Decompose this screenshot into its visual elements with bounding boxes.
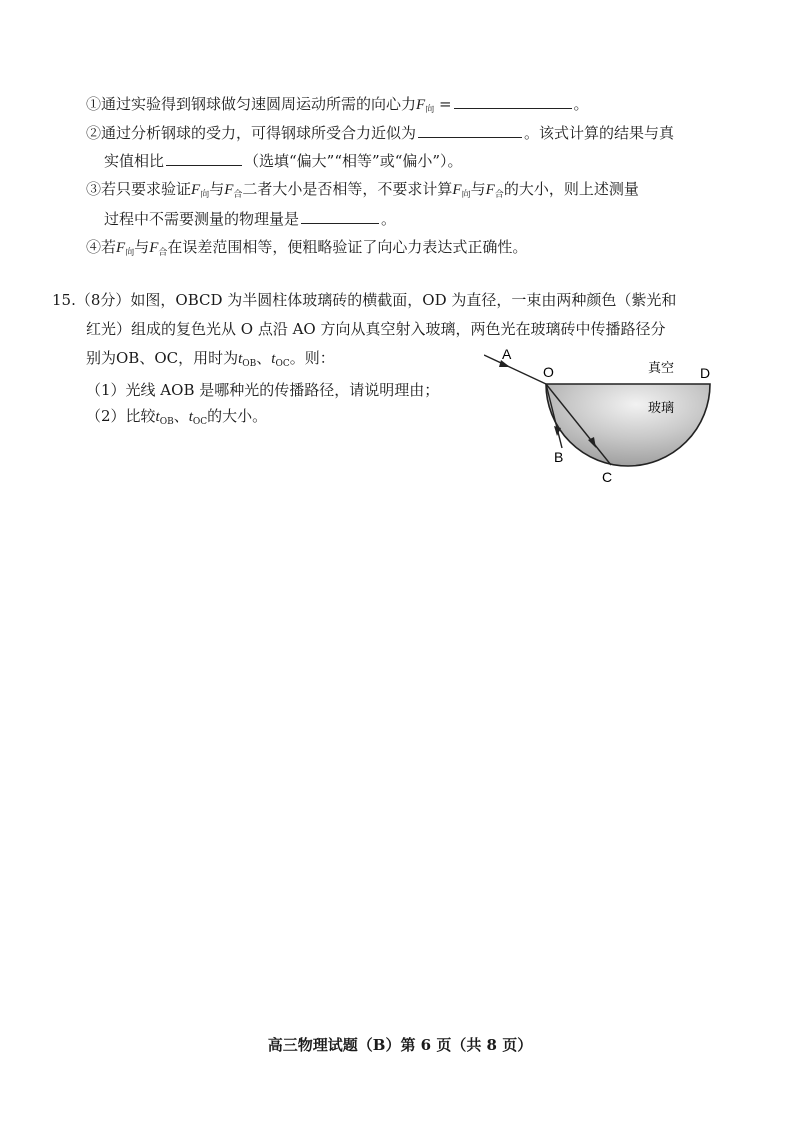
incident-ray <box>484 355 546 384</box>
time-symbol: t <box>271 351 276 367</box>
force-symbol: F <box>191 182 201 198</box>
answer-blank-2[interactable] <box>418 122 522 138</box>
q14-item3-mid2: 的大小，则上述测量 <box>503 180 639 198</box>
q15-line3 <box>86 348 335 374</box>
q14-item3-line2-pre: 过程中不需要测量的物理量是 <box>104 210 300 228</box>
conj: 与 <box>470 180 486 198</box>
answer-blank-4[interactable] <box>301 208 379 224</box>
force-symbol: F <box>485 182 495 198</box>
force-subscript: 向 <box>461 190 471 200</box>
q14-item4 <box>86 237 527 263</box>
label-c: C <box>602 469 613 485</box>
label-o: O <box>543 364 554 380</box>
answer-blank-3[interactable] <box>166 150 242 166</box>
separator: 、 <box>256 349 272 367</box>
q14-item2-line2-post: （选填“偏大”“相等”或“偏小”）。 <box>244 152 463 170</box>
q15-text-line1: （8分）如图，OBCD 为半圆柱体玻璃砖的横截面，OD 为直径，一束由两种颜色（紫光和 <box>75 291 677 309</box>
q14-item3-line2 <box>104 208 396 229</box>
q14-item2-text: ②通过分析钢球的受力，可得钢球所受合力近似为 <box>86 124 417 142</box>
time-subscript: OB <box>159 417 174 427</box>
q14-item2 <box>86 122 674 143</box>
force-symbol: F <box>149 240 159 256</box>
question-number: 15. <box>52 291 76 309</box>
force-subscript: 合 <box>233 190 243 200</box>
period: 。 <box>573 95 589 113</box>
q15-sub2 <box>86 406 267 432</box>
q14-item4-post: 在误差范围相等，便粗略验证了向心力表达式正确性。 <box>167 238 528 256</box>
label-glass: 玻璃 <box>648 401 675 416</box>
q14-item2-line2-pre: 实值相比 <box>104 152 165 170</box>
label-a: A <box>502 346 512 362</box>
force-subscript: 向 <box>125 248 135 258</box>
q14-item1 <box>86 93 589 120</box>
force-subscript: 向 <box>200 190 210 200</box>
equals-sign: = <box>434 95 452 113</box>
glass-brick-diagram <box>484 340 734 490</box>
time-symbol: t <box>188 409 193 425</box>
q14-item2-line2 <box>104 150 463 171</box>
q14-item3 <box>86 179 639 205</box>
q15-sub1 <box>86 380 439 400</box>
force-symbol: F <box>116 240 126 256</box>
q15-line1 <box>52 290 676 310</box>
q14-item3-mid: 二者大小是否相等，不要求计算 <box>242 180 453 198</box>
label-vacuum: 真空 <box>648 361 675 376</box>
glass-semicircle <box>546 384 710 466</box>
separator: 、 <box>173 407 189 425</box>
q15-line2 <box>86 319 666 339</box>
force-subscript: 向 <box>425 105 435 115</box>
q15-sub1-text: （1）光线 AOB 是哪种光的传播路径，请说明理由； <box>86 381 440 399</box>
q14-item3-pre: ③若只要求验证 <box>86 180 192 198</box>
q15-text-line2: 红光）组成的复色光从 O 点沿 AO 方向从真空射入玻璃，两色光在玻璃砖中传播路径分 <box>86 320 666 338</box>
time-subscript: OC <box>275 359 290 369</box>
force-subscript: 合 <box>158 248 168 258</box>
q14-item1-text: ①通过实验得到钢球做匀速圆周运动所需的向心力 <box>86 95 417 113</box>
time-symbol: t <box>238 351 243 367</box>
q14-item3-line2-post: 。 <box>381 210 397 228</box>
q15-text-line3-post: 。则： <box>289 349 335 367</box>
time-subscript: OC <box>192 417 208 427</box>
force-symbol: F <box>224 182 234 198</box>
answer-blank-1[interactable] <box>454 93 572 109</box>
q15-sub2-post: 的大小。 <box>207 407 268 425</box>
force-subscript: 合 <box>494 190 504 200</box>
force-symbol: F <box>452 182 462 198</box>
force-symbol: F <box>416 97 426 113</box>
conj: 与 <box>134 238 150 256</box>
page-footer: 高三物理试题（B）第 6 页（共 8 页） <box>267 1036 533 1054</box>
label-d: D <box>700 365 711 381</box>
q14-item2-post: 。该式计算的结果与真 <box>524 124 675 142</box>
conj: 与 <box>209 180 225 198</box>
q15-text-line3: 别为OB、OC，用时为 <box>86 349 239 367</box>
time-subscript: OB <box>242 359 257 369</box>
q15-sub2-pre: （2）比较 <box>86 407 156 425</box>
q14-item4-pre: ④若 <box>86 238 117 256</box>
time-symbol: t <box>155 409 160 425</box>
label-b: B <box>554 449 564 465</box>
